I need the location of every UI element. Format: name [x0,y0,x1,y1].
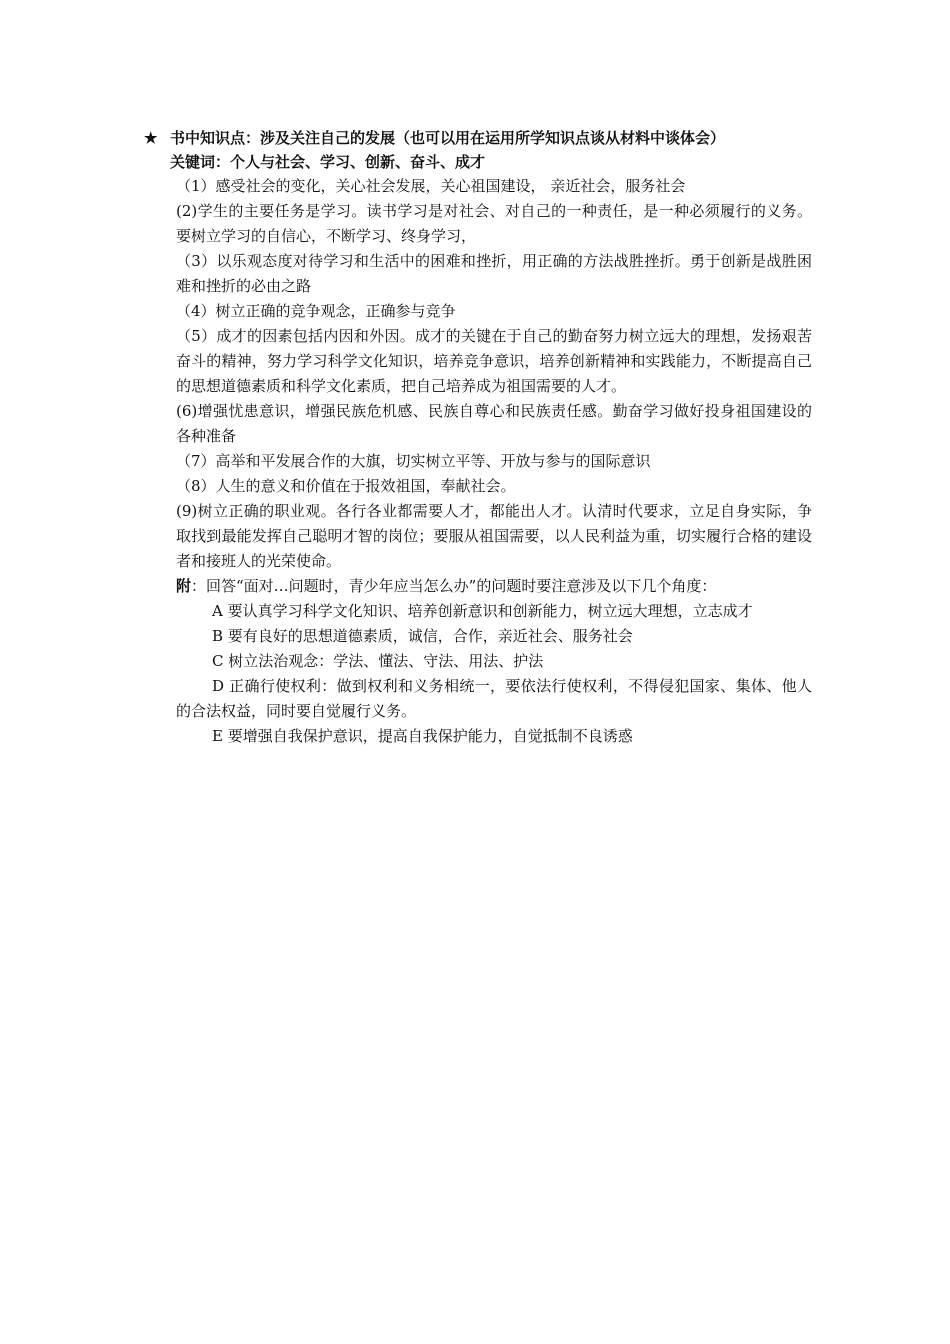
star-icon: ★ [144,129,158,147]
appendix-label: 附 [176,577,192,595]
heading-text: 书中知识点：涉及关注自己的发展（也可以用在运用所学知识点谈从材料中谈体会） [170,129,726,147]
appendix-item-b: B 要有良好的思想道德素质，诚信，合作，亲近社会、服务社会 [212,627,633,645]
appendix-item-d: D 正确行使权利：做到权利和义务相统一，要依法行使权利，不得侵犯国家、集体、他人的合法权益，同时要自觉履行义务。 [176,677,812,720]
appendix-item-e: E 要增强自我保护意识，提高自我保护能力，自觉抵制不良诱惑 [212,727,633,745]
point-3: （3）以乐观态度对待学习和生活中的困难和挫折，用正确的方法战胜挫折。勇于创新是战胜困难和挫折的必由之路 [176,252,812,295]
section-heading [144,126,844,150]
appendix-intro-text: ：回答“面对…问题时，青少年应当怎么办”的问题时要注意涉及以下几个角度： [191,577,717,595]
point-2: (2)学生的主要任务是学习。读书学习是对社会、对自己的一种责任，是一种必须履行的义务。要树立学习的自信心，不断学习、终身学习， [176,202,812,245]
point-6: (6)增强忧患意识，增强民族危机感、民族自尊心和民族责任感。勤奋学习做好投身祖国建设的各种准备 [176,402,812,445]
point-1: （1）感受社会的变化，关心社会发展，关心祖国建设， 亲近社会，服务社会 [176,177,686,195]
keywords-line: 关键词：个人与社会、学习、创新、奋斗、成才 [170,153,486,171]
point-4: （4）树立正确的竞争观念，正确参与竞争 [176,302,456,320]
point-7: （7）高举和平发展合作的大旗，切实树立平等、开放与参与的国际意识 [176,452,651,470]
knowledge-points [176,174,812,749]
point-9: (9)树立正确的职业观。各行各业都需要人才，都能出人才。认清时代要求，立足自身实际，争取找到最能发挥自己聪明才智的岗位；要服从祖国需要，以人民利益为重，切实履行合格的建设者和接班人的光荣使命。 [176,502,812,570]
point-5: （5）成才的因素包括内因和外因。成才的关键在于自己的勤奋努力树立远大的理想，发扬艰苦奋斗的精神，努力学习科学文化知识，培养竞争意识，培养创新精神和实践能力，不断提高自己的思想道德素质和科学文化素质，把自己培养成为祖国需要的人才。 [176,327,812,395]
appendix-intro [176,574,812,599]
point-8: （8）人生的意义和价值在于报效祖国，奉献社会。 [176,477,516,495]
appendix-item-c: C 树立法治观念：学法、懂法、守法、用法、护法 [212,652,544,670]
appendix-item-a: A 要认真学习科学文化知识、培养创新意识和创新能力，树立远大理想，立志成才 [212,602,753,620]
